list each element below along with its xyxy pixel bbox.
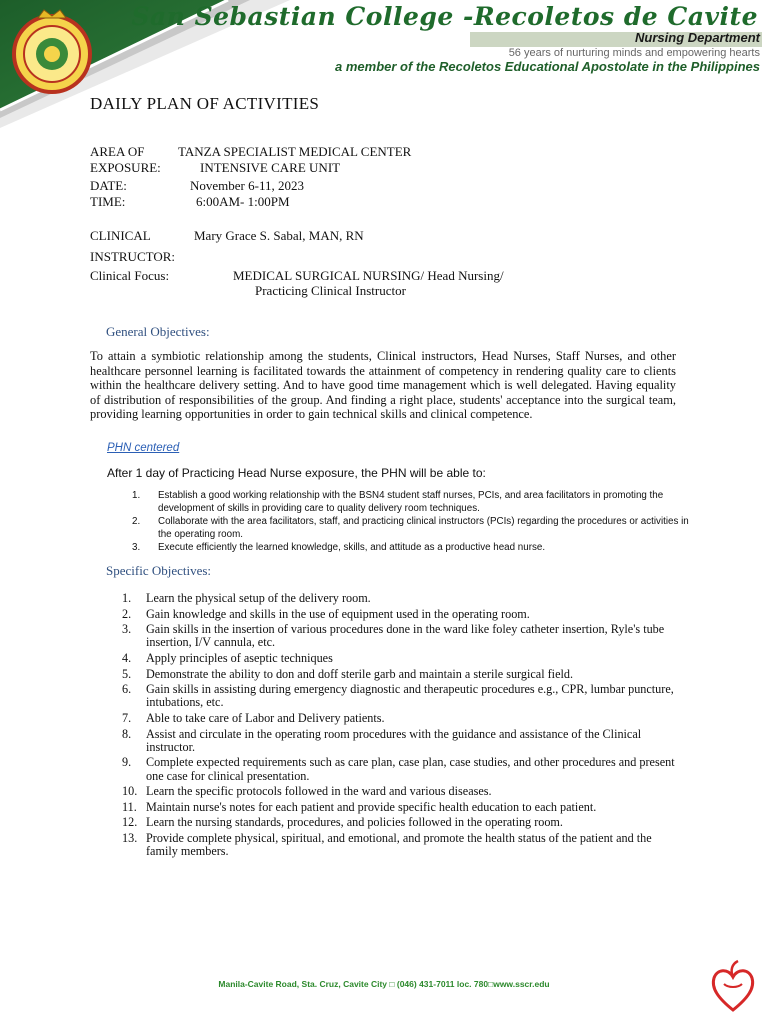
focus-value-2: Practicing Clinical Instructor — [255, 283, 406, 298]
phn-objectives-list — [132, 490, 692, 556]
area-label-2: EXPOSURE: — [90, 160, 161, 175]
college-seal-logo — [8, 6, 96, 98]
time-label: TIME: — [90, 194, 126, 209]
footer-address: Manila-Cavite Road, Sta. Cruz, Cavite City □ (046) 431-7011 loc. 780□www.sscr.edu — [218, 979, 550, 989]
specific-objectives-list — [122, 592, 682, 861]
college-tagline: 56 years of nurturing minds and empowering hearts — [508, 47, 760, 59]
college-name: San Sebastian College -Recoletos de Cavite — [131, 2, 758, 31]
date-value: November 6-11, 2023 — [190, 178, 304, 193]
area-value-1: TANZA SPECIALIST MEDICAL CENTER — [178, 144, 412, 159]
list-item: 3. Gain skills in the insertion of various procedures done in the ward like foley catheter insertion, Ryle's tube insertion, I/V cannula, etc. — [122, 622, 665, 650]
list-item: 8. Assist and circulate in the operating room procedures with the guidance and assistance of the Clinical instructor. — [122, 726, 642, 754]
area-label-1: AREA OF — [90, 144, 145, 159]
list-item: 1. Learn the physical setup of the delivery room. — [122, 591, 371, 605]
phn-centered-link[interactable]: PHN centered — [107, 442, 180, 454]
list-item: 2. Gain knowledge and skills in the use of equipment used in the operating room. — [122, 606, 530, 621]
time-value: 6:00AM- 1:00PM — [196, 194, 290, 209]
general-objectives-heading: General Objectives: — [106, 324, 210, 339]
area-value-2: INTENSIVE CARE UNIT — [200, 160, 341, 175]
list-item: 5. Demonstrate the ability to don and doff sterile garb and maintain a sterile surgical field. — [122, 666, 574, 681]
list-item: 12. Learn the nursing standards, procedures, and policies followed in the operating room. — [122, 815, 563, 830]
focus-label: Clinical Focus: — [90, 268, 170, 283]
list-item: 11. Maintain nurse's notes for each patient and provide specific health education to each patient. — [122, 799, 597, 814]
list-item: 9. Complete expected requirements such as care plan, case plan, case studies, and other procedures and present one case for clinical presentation. — [122, 755, 675, 783]
specific-objectives-heading: Specific Objectives: — [106, 563, 212, 578]
focus-value-1: MEDICAL SURGICAL NURSING/ Head Nursing/ — [233, 268, 504, 283]
list-item: 1. Establish a good working relationship with the BSN4 student staff nurses, PCIs, and area facilitators in promoting the development of skills in providing care to quality delivery room techniques. — [132, 490, 664, 514]
instructor-label-1: CLINICAL — [90, 228, 151, 243]
member-line: a member of the Recoletos Educational Apostolate in the Philippines — [335, 59, 760, 74]
list-item: 6. Gain skills in assisting during emergency diagnostic and therapeutic procedures e.g., CPR, lumbar puncture, intubations, etc. — [122, 682, 674, 710]
general-objectives-paragraph: To attain a symbiotic relationship among the students, Clinical instructors, Head Nurses, Staff Nurses, and other healthcare personnel learning is facilitated towards the attainment of competency in rendering quality care to clients within the healthcare delivery setting. And to have good time management which is well delegated. Having equality of distribution of responsibilities of the group. And finding a right place, students' acceptance into the surgical team, providing learning opportunities in order to gain technical skills and clinical competence. — [90, 349, 676, 422]
list-item: 13. Provide complete physical, spiritual, and emotional, and promote the health status of the patient and the family members. — [122, 830, 652, 859]
instructor-value: Mary Grace S. Sabal, MAN, RN — [194, 228, 364, 243]
list-item: 4. Apply principles of aseptic techniques — [122, 650, 333, 665]
heart-emblem-icon — [708, 958, 758, 1016]
instructor-label-2: INSTRUCTOR: — [90, 249, 175, 264]
list-item: 3. Execute efficiently the learned knowledge, skills, and attitude as a productive head nurse. — [132, 542, 546, 554]
document-title: DAILY PLAN OF ACTIVITIES — [90, 94, 320, 113]
list-item: 10. Learn the specific protocols followed in the ward and various diseases. — [122, 784, 492, 799]
department-name: Nursing Department — [635, 30, 760, 45]
list-item: 7. Able to take care of Labor and Delivery patients. — [122, 710, 385, 725]
phn-intro: After 1 day of Practicing Head Nurse exposure, the PHN will be able to: — [107, 466, 486, 480]
list-item: 2. Collaborate with the area facilitators, staff, and practicing clinical instructors (PCIs) regarding the procedures or activities in the operating room. — [132, 516, 689, 540]
date-label: DATE: — [90, 178, 127, 193]
